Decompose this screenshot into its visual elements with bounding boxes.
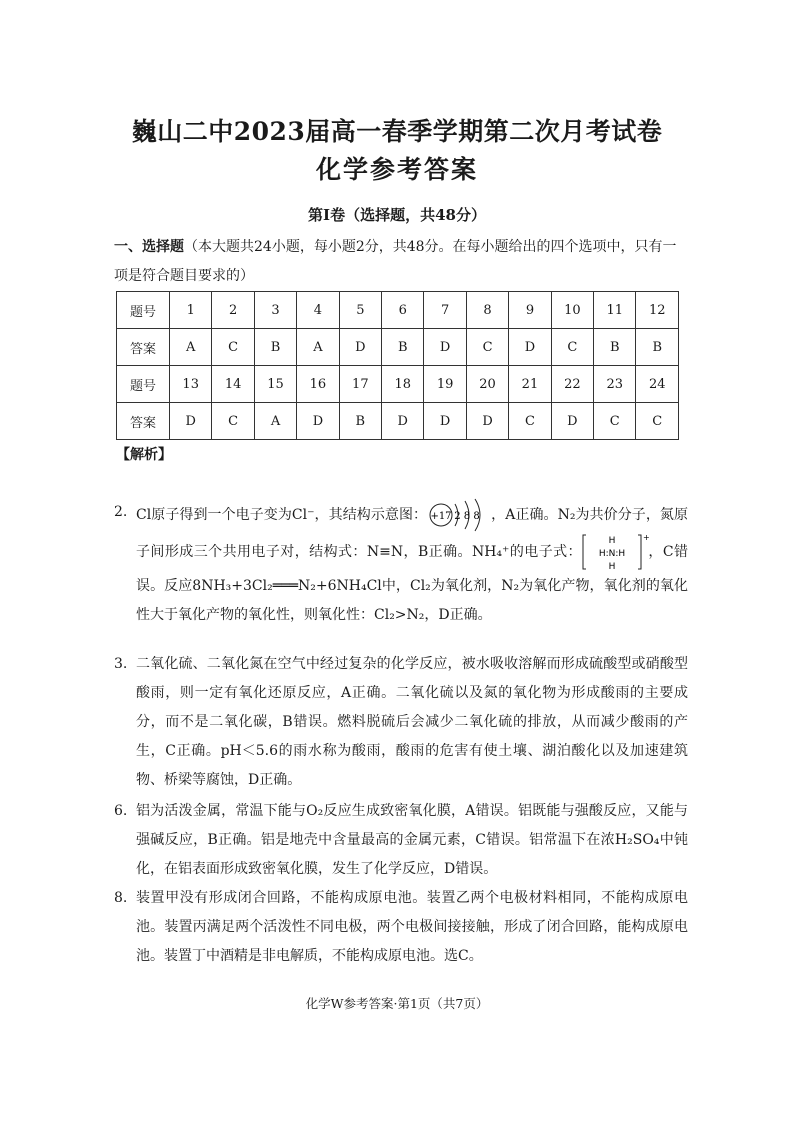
exam-title: 巍山二中2023届高一春季学期第二次月考试卷 [131, 117, 663, 146]
analysis-heading: 【解析】 [116, 447, 172, 463]
section-label: 一、选择题 [114, 239, 184, 255]
table-row [117, 292, 679, 329]
question-number: 19 [424, 366, 466, 403]
explanation-q2 [114, 498, 688, 630]
explanation-text: 二氧化硫、二氧化氮在空气中经过复杂的化学反应，被水吸收溶解而形成硫酸型或硝酸型酸雨，则一定有氧化还原反应，A正确。二氧化硫以及氮的氧化物为形成酸雨的主要成分，而不是二氧化碳，B错误。燃料脱硫后会减少二氧化硫的排放，从而减少酸雨的产生，C正确。pH＜5.6的雨水称为酸雨，酸雨的危害有使土壤、湖泊酸化以及加速建筑物、桥梁等腐蚀，D正确。 [136, 656, 688, 788]
explanation-text: ，C错误。反应8NH₃+3Cl₂═══N₂+6NH₄Cl中，Cl₂为氧化剂，N₂为氧化产物，氧化剂的氧化性大于氧化产物的氧化性，则氧化性：Cl₂>N₂，D正确。 [136, 544, 688, 623]
answer-cell: C [594, 403, 636, 440]
formula-bottom: H [608, 562, 616, 572]
formula-top: H [608, 536, 616, 546]
answer-cell: C [466, 329, 508, 366]
question-number: 8 [466, 292, 508, 329]
answer-cell: A [170, 329, 212, 366]
answer-cell: B [636, 329, 679, 366]
row-label: 答案 [117, 329, 170, 366]
explanation-q3 [114, 650, 688, 795]
answer-cell: B [254, 329, 296, 366]
question-number: 2 [212, 292, 254, 329]
question-number: 13 [170, 366, 212, 403]
answer-cell: C [212, 403, 254, 440]
left-bracket [583, 535, 586, 569]
answer-cell: D [551, 403, 593, 440]
question-number: 21 [509, 366, 551, 403]
table-row [117, 329, 679, 366]
question-number: 20 [466, 366, 508, 403]
answer-cell: B [382, 329, 424, 366]
answer-cell: C [636, 403, 679, 440]
explanation-q6 [114, 797, 688, 884]
question-number: 9 [509, 292, 551, 329]
answer-cell: C [212, 329, 254, 366]
question-number: 4 [297, 292, 339, 329]
question-number: 6 [382, 292, 424, 329]
question-number: 2. [114, 504, 128, 520]
question-number: 6. [114, 803, 128, 819]
question-number: 23 [594, 366, 636, 403]
answer-cell: D [339, 329, 381, 366]
explanation-text: ，A正确。N₂为共价分子，氮原子间形成三个共用电子对，结构式：N≡N，B正确。NH₄⁺的电子式： [136, 507, 688, 560]
answer-cell: D [466, 403, 508, 440]
shell-electrons: 2 8 8 [454, 511, 480, 522]
question-number: 18 [382, 366, 424, 403]
question-number: 1 [170, 292, 212, 329]
table-row [117, 366, 679, 403]
answer-cell: D [424, 403, 466, 440]
question-number: 7 [424, 292, 466, 329]
question-number: 22 [551, 366, 593, 403]
answer-cell: B [594, 329, 636, 366]
answer-table [116, 291, 679, 440]
answer-cell: C [551, 329, 593, 366]
question-number: 8. [114, 890, 128, 906]
explanation-q8 [114, 884, 688, 971]
answer-cell: D [424, 329, 466, 366]
nucleus-charge: +17 [430, 511, 452, 522]
answer-cell: D [297, 403, 339, 440]
answer-cell: A [254, 403, 296, 440]
question-number: 10 [551, 292, 593, 329]
page-footer: 化学W参考答案·第1页（共7页） [305, 996, 489, 1011]
explanation-text: 铝为活泼金属，常温下能与O₂反应生成致密氧化膜，A错误。铝既能与强酸反应，又能与强碱反应，B正确。铝是地壳中含量最高的金属元素，C错误。铝常温下在浓H₂SO₄中钝化，在铝表面形成致密氧化膜，发生了化学反应，D错误。 [136, 803, 688, 877]
question-number: 16 [297, 366, 339, 403]
formula-middle: H:N:H [598, 549, 626, 559]
answer-cell: B [339, 403, 381, 440]
row-label: 题号 [117, 292, 170, 329]
part-heading: 第Ⅰ卷（选择题，共48分） [308, 206, 486, 224]
question-number: 3. [114, 656, 128, 672]
explanation-text: 装置甲没有形成闭合回路，不能构成原电池。装置乙两个电极材料相同，不能构成原电池。装置丙满足两个活泼性不同电极，两个电极间接接触，形成了闭合回路，能构成原电池。装置丁中酒精是非电解质，不能构成原电池。选C。 [136, 890, 688, 964]
answer-cell: D [170, 403, 212, 440]
question-number: 14 [212, 366, 254, 403]
question-number: 17 [339, 366, 381, 403]
question-number: 24 [636, 366, 679, 403]
question-number: 15 [254, 366, 296, 403]
answer-cell: D [382, 403, 424, 440]
explanation-text: Cl原子得到一个电子变为Cl⁻，其结构示意图： [136, 507, 428, 523]
atom-structure-diagram [427, 498, 491, 532]
answer-cell: C [509, 403, 551, 440]
row-label: 答案 [117, 403, 170, 440]
section-intro [114, 233, 686, 291]
row-label: 题号 [117, 366, 170, 403]
answer-cell: A [297, 329, 339, 366]
question-number: 3 [254, 292, 296, 329]
exam-subtitle: 化学参考答案 [315, 155, 478, 184]
table-row [117, 403, 679, 440]
question-number: 5 [339, 292, 381, 329]
question-number: 12 [636, 292, 679, 329]
question-number: 11 [594, 292, 636, 329]
ammonium-electron-formula [582, 532, 648, 572]
charge-sign: + [643, 533, 650, 542]
answer-cell: D [509, 329, 551, 366]
right-bracket [638, 535, 641, 569]
section-description: （本大题共24小题，每小题2分，共48分。在每小题给出的四个选项中，只有一项是符合题目要求的） [114, 239, 677, 284]
